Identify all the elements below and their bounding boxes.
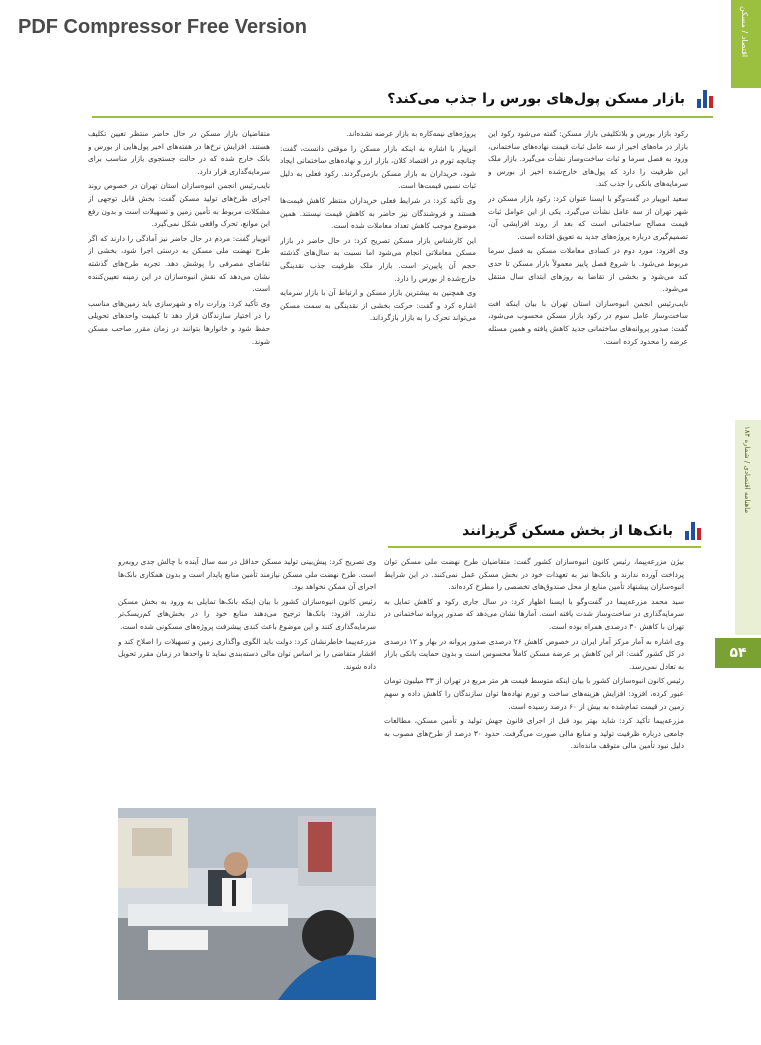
article1-column-right (488, 128, 688, 513)
article2-heading (462, 522, 701, 540)
paragraph: رکود بازار بورس و بلاتکلیفی بازار مسکن: گفته می‌شود رکود این بازار در ماه‌های اخیر از سه عامل ثبات قیمت نهاده‌های ساختمانی، ورود به فصل سرما و ثبات ساخت‌وساز نشأت می‌گیرد. بازار ملک این ظرفیت را دارد که پول‌های خارج‌شده اخیر از بورس و سرمایه‌های بانکی را جذب کند. (488, 129, 688, 189)
paragraph: رئیس کانون انبوه‌سازان کشور با بیان اینکه متوسط قیمت هر متر مربع در تهران از ۳۳ میلیون تومان عبور کرده، افزود: افزایش هزینه‌های ساخت و تورم نهاده‌ها توان سازندگان را کاهش داده و سهم زمین در قیمت تمام‌شده به بیش از ۶۰ درصد رسیده است. (384, 676, 684, 711)
article1-heading (387, 90, 713, 108)
section-tab (731, 0, 761, 88)
article2-column-left (118, 556, 376, 800)
article1-title: بازار مسکن پول‌های بورس را جذب می‌کند؟ (387, 91, 685, 107)
watermark: PDF Compressor Free Version (18, 16, 307, 38)
issue-strip (735, 420, 761, 635)
issue-strip-label: ماهنامه اقتصادی / شماره ۱۸۴ (743, 426, 751, 514)
article2-title: بانک‌ها از بخش مسکن گریزانند (462, 523, 673, 539)
paragraph: وی تأکید کرد: در شرایط فعلی خریداران منتظر کاهش قیمت‌ها هستند و فروشندگان نیز حاضر به کاهش قیمت نیستند. همین موضوع موجب کاهش تعداد معاملات شده است. (280, 195, 476, 231)
bar-chart-icon (679, 522, 701, 540)
paragraph: وی همچنین به بیشترین بازار مسکن و ارتباط آن با بازار سرمایه اشاره کرد و گفت: حرکت بخشی از نقدینگی به سمت مسکن می‌تواند تحرک را به بازار بازگرداند. (280, 288, 476, 323)
paragraph: انوپیار با اشاره به اینکه بازار مسکن را موقتی دانست، گفت: چنانچه تورم در اقتصاد کلان، بازار ارز و نهاده‌های ساختمانی ایجاد شود، خریداران به بازار مسکن بازمی‌گردند. رکود فعلی به دلیل ثبات نسبی قیمت‌ها است. (280, 143, 476, 191)
article2-column-right (384, 556, 684, 951)
bank-scene-image (118, 808, 376, 1000)
paragraph: بیژن مزرعه‌پیما، رئیس کانون انبوه‌سازان کشور گفت: متقاضیان طرح نهضت ملی مسکن توان پرداخت آورده ندارند و بانک‌ها نیز به تعهدات خود در بخش مسکن عمل نمی‌کنند. در این شرایط انبوه‌سازان پیشنهاد تأمین منابع از محل صندوق‌های تخصصی را مطرح کرده‌اند. (384, 557, 684, 592)
heading-rule (92, 116, 713, 118)
paragraph: پروژه‌های نیمه‌کاره به بازار عرضه نشده‌اند. (346, 129, 476, 138)
paragraph: سید محمد مزرعه‌پیما در گفت‌وگو با ایسنا اظهار کرد: در سال جاری رکود و کاهش تمایل به سرمایه‌گذاری در ساخت‌وساز شدت یافته است. آمارها نشان می‌دهد که صدور پروانه ساختمانی در تهران با کاهش ۳۰ درصدی همراه بوده است. (384, 596, 684, 631)
paragraph: این کارشناس بازار مسکن تصریح کرد: در حال حاضر در بازار مسکن معاملاتی انجام می‌شود اما نسبت به سال‌های گذشته حجم آن پایین‌تر است. بازار ملک ظرفیت جذب نقدینگی خارج‌شده از بورس را دارد. (280, 235, 476, 283)
paragraph: وی اشاره به آمار مرکز آمار ایران در خصوص کاهش ۲۶ درصدی صدور پروانه در بهار و ۱۲ درصدی در کل کشور گفت: اثر این کاهش بر عرضه مسکن کاملاً محسوس است و بدون حمایت بانکی بازار به تعادل نمی‌رسد. (384, 636, 684, 671)
paragraph: وی تصریح کرد: پیش‌بینی تولید مسکن حداقل در سه سال آینده با چالش جدی روبه‌رو است. طرح نهضت ملی مسکن نیازمند تأمین منابع پایدار است و بدون همکاری بانک‌ها اجرای آن ممکن نخواهد بود. (118, 557, 376, 592)
paragraph: انوپیار گفت: مردم در حال حاضر نیز آمادگی را دارند که اگر طرح نهضت ملی مسکن به درستی اجرا شود، بخشی از تقاضای مصرفی را پوشش دهد. تجربه طرح‌های گذشته نشان می‌دهد که نقش انبوه‌سازان در این زمینه تعیین‌کننده است. (88, 233, 270, 294)
section-tab-label: اقتصاد / مسکن (740, 6, 749, 58)
paragraph: وی تأکید کرد: وزارت راه و شهرسازی باید زمین‌های مناسب را در اختیار سازندگان قرار دهد تا کیفیت واحدهای تحویلی حفظ شود و خانوارها بتوانند در زمان مقرر صاحب مسکن شوند. (88, 298, 270, 346)
paragraph: وی افزود: مورد دوم در کسادی معاملات مسکن به فصل سرما مربوط می‌شود. با شروع فصل پاییز معمولاً بازار مسکن تا حدی کند می‌شود و بخشی از تقاضا به روزهای ابتدای سال منتقل می‌شود. (488, 246, 688, 294)
bank-photo (118, 808, 376, 1000)
paragraph: نایب‌رئیس انجمن انبوه‌سازان استان تهران در خصوص روند اجرای طرح‌های تولید مسکن گفت: بخش قابل توجهی از مشکلات مربوط به تأمین زمین و تسهیلات است و بدون رفع این موانع، تحرک واقعی شکل نمی‌گیرد. (88, 181, 270, 229)
page-number: ۵۴ (715, 638, 761, 668)
paragraph: مزرعه‌پیما خاطرنشان کرد: دولت باید الگوی واگذاری زمین و تسهیلات را اصلاح کند و اقشار متقاضی را بر اساس توان مالی دسته‌بندی نماید تا واحدها در زمان مقرر تحویل داده شوند. (118, 636, 376, 671)
paragraph: رئیس کانون انبوه‌سازان کشور با بیان اینکه بانک‌ها تمایلی به ورود به بخش مسکن ندارند، افزود: بانک‌ها ترجیح می‌دهند منابع خود را در بخش‌های کم‌ریسک‌تر سرمایه‌گذاری کنند و این موضوع باعث کندی پیشرفت پروژه‌های مسکونی شده است. (118, 596, 376, 631)
article1-column-left (88, 128, 270, 513)
paragraph: نایب‌رئیس انجمن انبوه‌سازان استان تهران با بیان اینکه افت ساخت‌وساز عامل سوم در رکود بازار مسکن محسوب می‌شود، گفت: صدور پروانه‌های ساختمانی جدید کاهش یافته و همین مسئله عرضه را محدود کرده است. (488, 298, 688, 346)
paragraph: مزرعه‌پیما تأکید کرد: شاید بهتر بود قبل از اجرای قانون جهش تولید و تأمین مسکن، مطالعات جامعی درباره ظرفیت تولید و منابع مالی صورت می‌گرفت. حدود ۳۰ درصد از طرح‌های مصوب به دلیل نبود تأمین مالی متوقف مانده‌اند. (384, 716, 684, 751)
paragraph: سعید انوپیار در گفت‌وگو با ایسنا عنوان کرد: رکود بازار مسکن در شهر تهران از سه عامل نشأت می‌گیرد. یکی از این عوامل ثبات قیمت مصالح ساختمانی است که بعد از روند افزایشی آن، تصمیم‌گیری درباره پروژه‌های جدید به تعویق افتاده است. (488, 193, 688, 241)
article1-column-middle (280, 128, 476, 513)
heading-rule (388, 546, 701, 548)
bar-chart-icon (691, 90, 713, 108)
paragraph: متقاضیان بازار مسکن در حال حاضر منتظر تعیین تکلیف هستند. افزایش نرخ‌ها در هفته‌های اخیر پول‌هایی از بورس و بانک خارج شده که در حالت جستجوی بازار مناسب برای سرمایه‌گذاری قرار دارد. (88, 129, 270, 176)
